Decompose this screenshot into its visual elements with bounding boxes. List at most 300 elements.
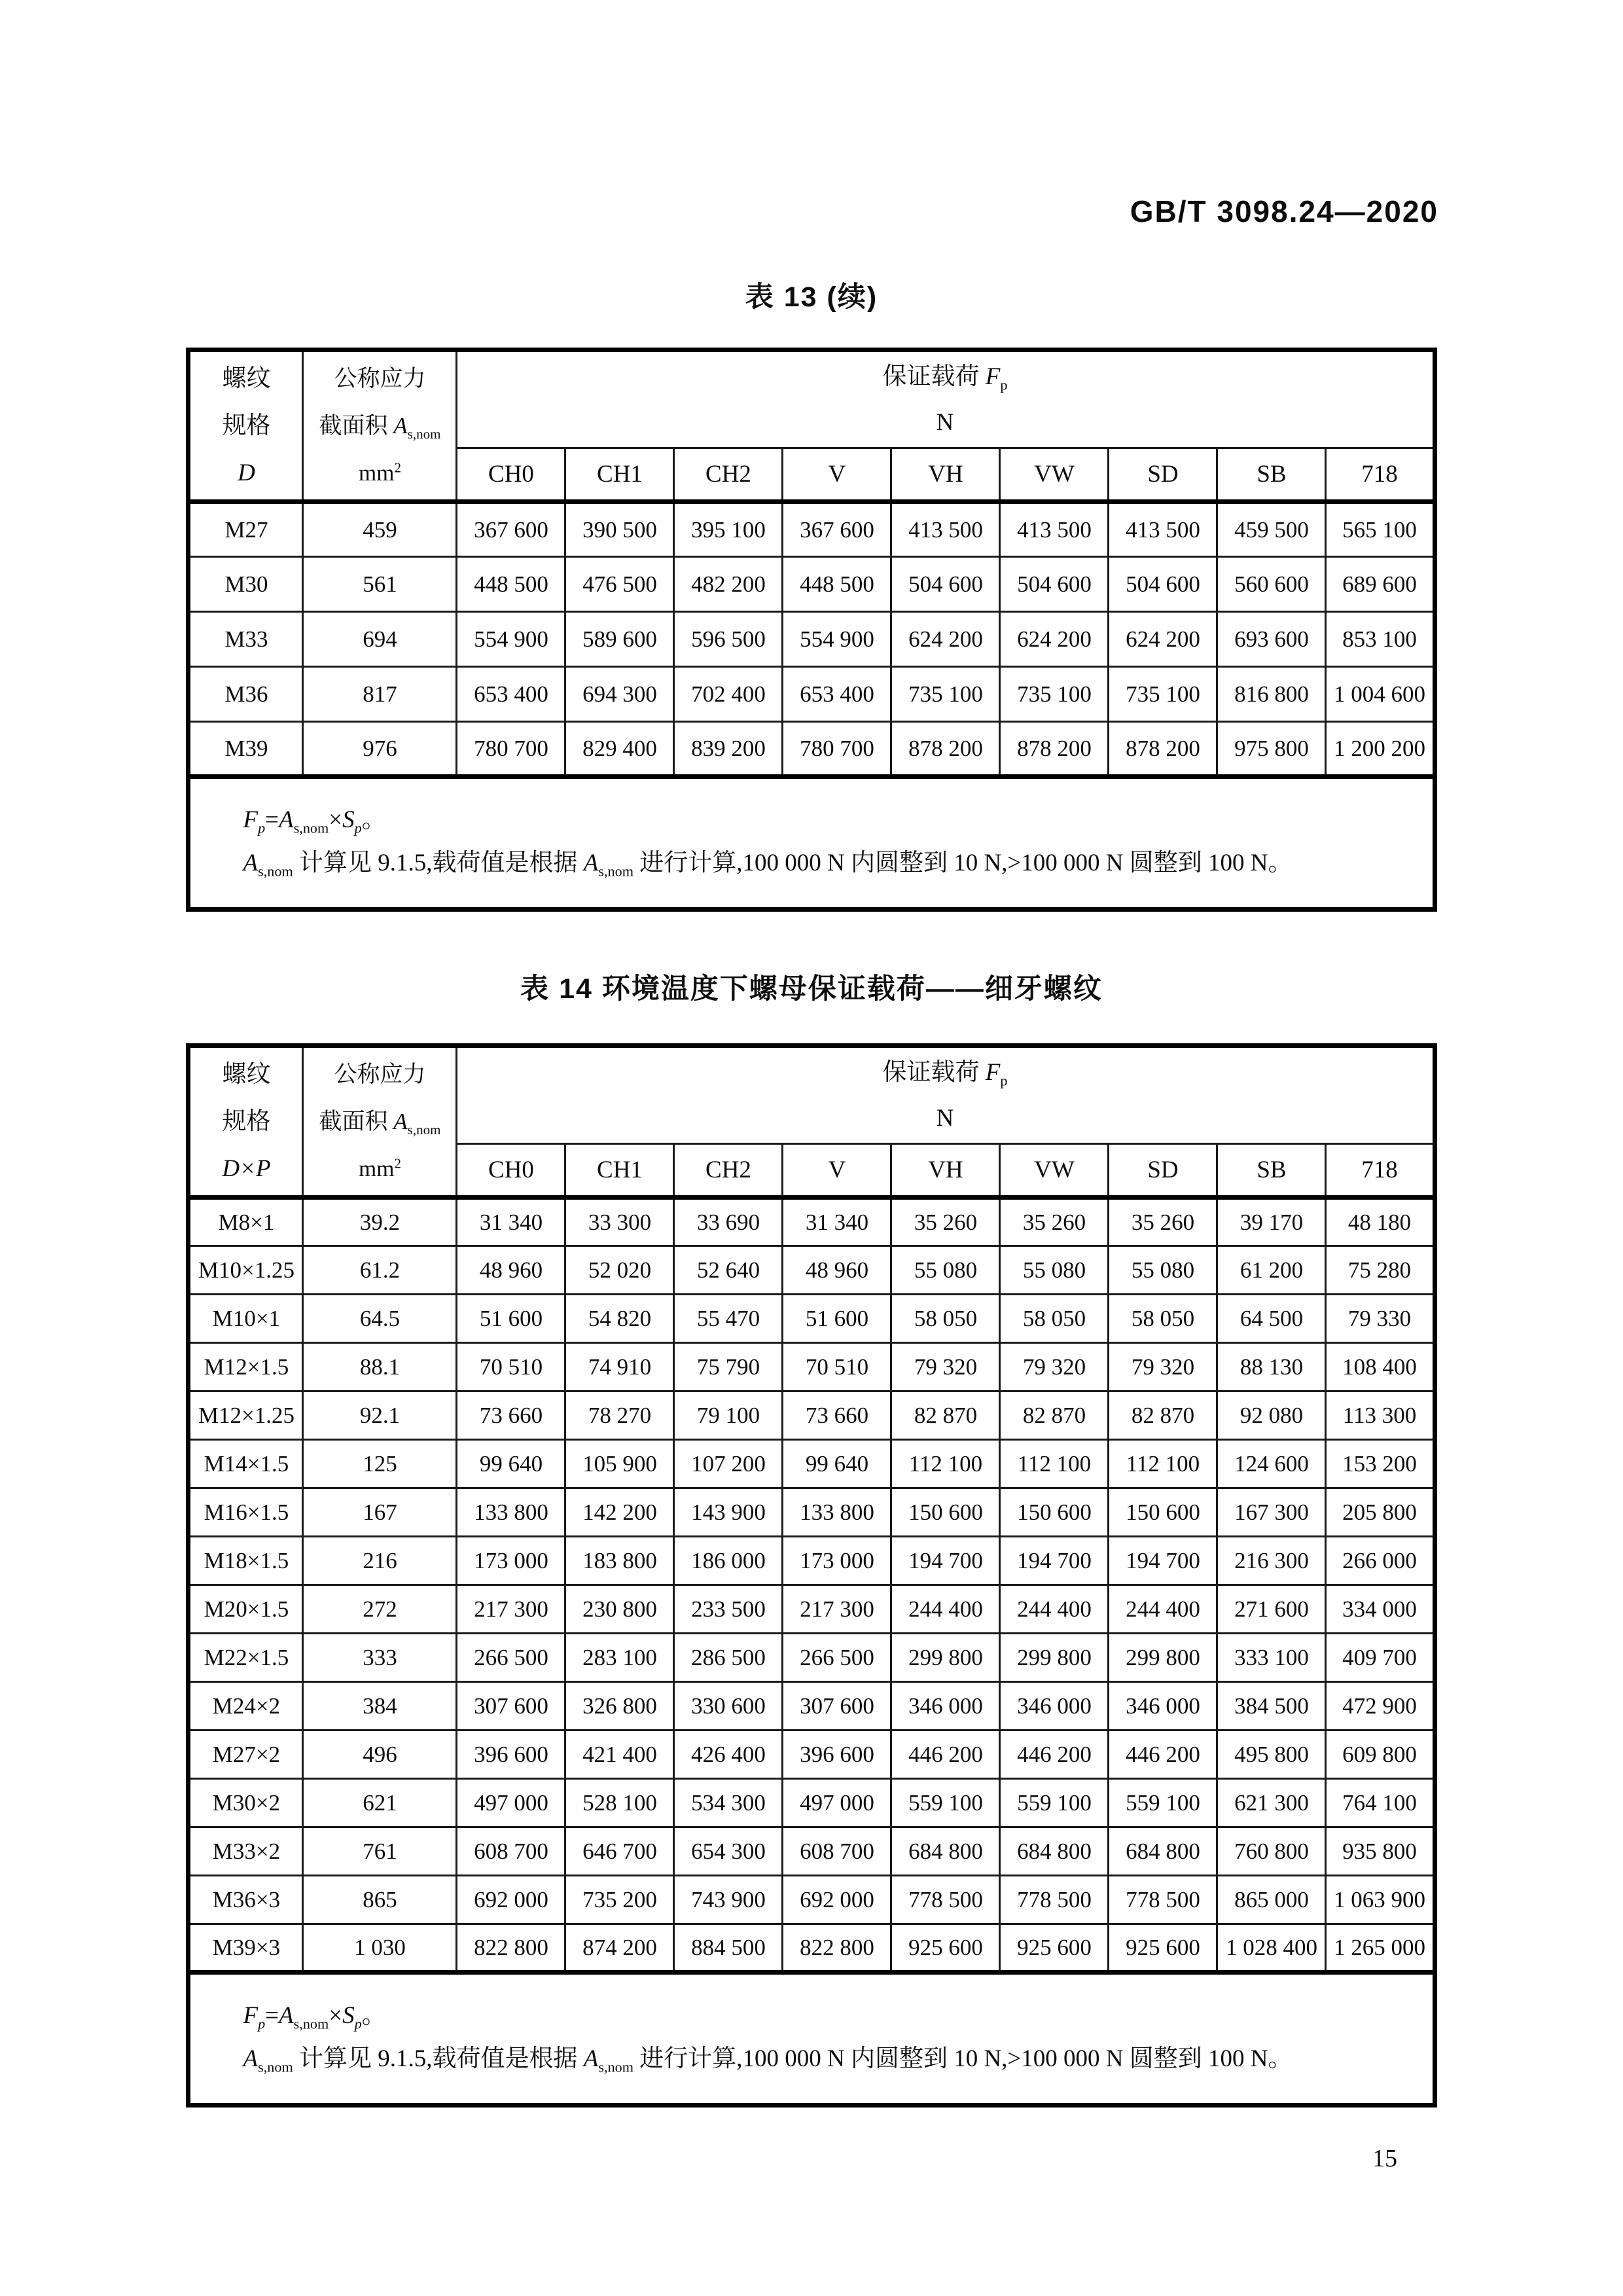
subcol-header-vw: VW	[1000, 448, 1109, 502]
table14-title: 表 14 环境温度下螺母保证载荷——细牙螺纹	[520, 973, 1103, 1005]
subcol-header-ch2: CH2	[674, 448, 783, 502]
value-cell: 33 690	[674, 1198, 783, 1246]
value-cell: 143 900	[674, 1488, 783, 1537]
value-cell: 653 400	[457, 667, 565, 722]
value-cell: 230 800	[565, 1585, 674, 1634]
subcol-header-sb: SB	[1217, 1144, 1326, 1198]
value-cell: 55 080	[1109, 1246, 1217, 1295]
value-cell: 504 600	[1000, 557, 1109, 612]
spec-cell: M39	[188, 722, 303, 777]
value-cell: 105 900	[565, 1440, 674, 1488]
value-cell: 48 960	[783, 1246, 891, 1295]
header-spec-symbol: D	[238, 459, 255, 486]
subcol-header-sd: SD	[1109, 448, 1217, 502]
table-row	[188, 722, 1435, 777]
value-cell: 448 500	[457, 557, 565, 612]
value-cell: 496	[303, 1731, 457, 1779]
table-row	[188, 1295, 1435, 1343]
value-cell: 48 180	[1326, 1198, 1435, 1246]
value-cell: 925 600	[1109, 1924, 1217, 1973]
value-cell: 448 500	[783, 557, 891, 612]
spec-cell: M36×3	[188, 1876, 303, 1924]
value-cell: 35 260	[1000, 1198, 1109, 1246]
table-row	[188, 1488, 1435, 1537]
value-cell: 307 600	[783, 1682, 891, 1731]
value-cell: 446 200	[1000, 1731, 1109, 1779]
subcol-header-sb: SB	[1217, 448, 1326, 502]
value-cell: 283 100	[565, 1634, 674, 1682]
subcol-header-vh: VH	[891, 1144, 1000, 1198]
value-cell: 153 200	[1326, 1440, 1435, 1488]
value-cell: 497 000	[457, 1779, 565, 1827]
spec-cell: M30×2	[188, 1779, 303, 1827]
value-cell: 79 100	[674, 1391, 783, 1440]
spec-cell: M27×2	[188, 1731, 303, 1779]
value-cell: 73 660	[783, 1391, 891, 1440]
value-cell: 39 170	[1217, 1198, 1326, 1246]
table-row	[188, 1827, 1435, 1876]
value-cell: 560 600	[1217, 557, 1326, 612]
table-row	[188, 1731, 1435, 1779]
value-cell: 684 800	[891, 1827, 1000, 1876]
doc-code: GB/T 3098.24—2020	[1130, 194, 1438, 228]
value-cell: 780 700	[783, 722, 891, 777]
header-spec-line2: 规格	[222, 1107, 271, 1135]
value-cell: 865	[303, 1876, 457, 1924]
value-cell: 692 000	[783, 1876, 891, 1924]
subcol-header-v: V	[783, 1144, 891, 1198]
header-area-line2: 截面积 $A_{s,nom}$	[319, 1108, 441, 1138]
value-cell: 64.5	[303, 1295, 457, 1343]
value-cell: 74 910	[565, 1343, 674, 1391]
table14-footnote	[188, 1973, 1435, 2106]
value-cell: 684 800	[1000, 1827, 1109, 1876]
value-cell: 61.2	[303, 1246, 457, 1295]
value-cell: 935 800	[1326, 1827, 1435, 1876]
value-cell: 646 700	[565, 1827, 674, 1876]
value-cell: 35 260	[1109, 1198, 1217, 1246]
value-cell: 73 660	[457, 1391, 565, 1440]
value-cell: 497 000	[783, 1779, 891, 1827]
value-cell: 426 400	[674, 1731, 783, 1779]
spec-cell: M10×1.25	[188, 1246, 303, 1295]
value-cell: 173 000	[457, 1537, 565, 1585]
note-line: $A_{s,nom}$ 计算见 9.1.5,载荷值是根据 $A_{s,nom}$ 进行计算,100 000 N 内圆整到 10 N,>100 000 N 圆整到 100 N。	[243, 850, 1293, 880]
value-cell: 142 200	[565, 1488, 674, 1537]
value-cell: 653 400	[783, 667, 891, 722]
value-cell: 459 500	[1217, 502, 1326, 557]
spec-cell: M12×1.5	[188, 1343, 303, 1391]
value-cell: 33 300	[565, 1198, 674, 1246]
value-cell: 735 100	[1000, 667, 1109, 722]
value-cell: 70 510	[783, 1343, 891, 1391]
value-cell: 654 300	[674, 1827, 783, 1876]
value-cell: 307 600	[457, 1682, 565, 1731]
header-area-line1: 公称应力	[334, 365, 426, 391]
table-row	[188, 1537, 1435, 1585]
value-cell: 689 600	[1326, 557, 1435, 612]
value-cell: 528 100	[565, 1779, 674, 1827]
value-cell: 330 600	[674, 1682, 783, 1731]
table-row	[188, 667, 1435, 722]
value-cell: 299 800	[1000, 1634, 1109, 1682]
value-cell: 216	[303, 1537, 457, 1585]
table-row	[188, 1440, 1435, 1488]
value-cell: 112 100	[891, 1440, 1000, 1488]
value-cell: 82 870	[1109, 1391, 1217, 1440]
value-cell: 413 500	[1109, 502, 1217, 557]
value-cell: 346 000	[1000, 1682, 1109, 1731]
value-cell: 384 500	[1217, 1682, 1326, 1731]
value-cell: 173 000	[783, 1537, 891, 1585]
value-cell: 534 300	[674, 1779, 783, 1827]
value-cell: 367 600	[783, 502, 891, 557]
value-cell: 52 640	[674, 1246, 783, 1295]
value-cell: 925 600	[891, 1924, 1000, 1973]
value-cell: 760 800	[1217, 1827, 1326, 1876]
value-cell: 150 600	[1000, 1488, 1109, 1537]
value-cell: 55 080	[891, 1246, 1000, 1295]
table-row	[188, 1634, 1435, 1682]
value-cell: 624 200	[1000, 612, 1109, 667]
value-cell: 976	[303, 722, 457, 777]
value-cell: 396 600	[457, 1731, 565, 1779]
value-cell: 244 400	[1109, 1585, 1217, 1634]
value-cell: 64 500	[1217, 1295, 1326, 1343]
formula-line: $F_p=A_{s,nom}\times S_p$。	[243, 806, 386, 836]
value-cell: 286 500	[674, 1634, 783, 1682]
spec-cell: M27	[188, 502, 303, 557]
value-cell: 692 000	[457, 1876, 565, 1924]
value-cell: 884 500	[674, 1924, 783, 1973]
value-cell: 271 600	[1217, 1585, 1326, 1634]
value-cell: 413 500	[1000, 502, 1109, 557]
value-cell: 495 800	[1217, 1731, 1326, 1779]
header-spec-symbol: D×P	[222, 1155, 271, 1182]
value-cell: 874 200	[565, 1924, 674, 1973]
table14-header	[188, 1046, 1435, 1198]
value-cell: 35 260	[891, 1198, 1000, 1246]
value-cell: 52 020	[565, 1246, 674, 1295]
value-cell: 61 200	[1217, 1246, 1326, 1295]
value-cell: 565 100	[1326, 502, 1435, 557]
header-cell-spec	[188, 350, 303, 502]
value-cell: 133 800	[783, 1488, 891, 1537]
subcol-header-vw: VW	[1000, 1144, 1109, 1198]
value-cell: 702 400	[674, 667, 783, 722]
value-cell: 817	[303, 667, 457, 722]
value-cell: 1 063 900	[1326, 1876, 1435, 1924]
value-cell: 333 100	[1217, 1634, 1326, 1682]
value-cell: 409 700	[1326, 1634, 1435, 1682]
value-cell: 624 200	[891, 612, 1000, 667]
value-cell: 88.1	[303, 1343, 457, 1391]
value-cell: 608 700	[457, 1827, 565, 1876]
value-cell: 125	[303, 1440, 457, 1488]
value-cell: 51 600	[457, 1295, 565, 1343]
value-cell: 778 500	[1109, 1876, 1217, 1924]
value-cell: 272	[303, 1585, 457, 1634]
value-cell: 684 800	[1109, 1827, 1217, 1876]
value-cell: 217 300	[783, 1585, 891, 1634]
table-row	[188, 1924, 1435, 1973]
value-cell: 58 050	[1109, 1295, 1217, 1343]
value-cell: 333	[303, 1634, 457, 1682]
value-cell: 735 200	[565, 1876, 674, 1924]
header-spec-line2: 规格	[222, 412, 271, 439]
value-cell: 39.2	[303, 1198, 457, 1246]
value-cell: 112 100	[1109, 1440, 1217, 1488]
value-cell: 559 100	[891, 1779, 1000, 1827]
table14-body	[188, 1198, 1435, 1973]
value-cell: 589 600	[565, 612, 674, 667]
table-row	[188, 1682, 1435, 1731]
value-cell: 761	[303, 1827, 457, 1876]
subcol-header-v: V	[783, 448, 891, 502]
value-cell: 51 600	[783, 1295, 891, 1343]
value-cell: 167 300	[1217, 1488, 1326, 1537]
value-cell: 150 600	[891, 1488, 1000, 1537]
value-cell: 816 800	[1217, 667, 1326, 722]
value-cell: 482 200	[674, 557, 783, 612]
subcol-header-718: 718	[1326, 1144, 1435, 1198]
spec-cell: M14×1.5	[188, 1440, 303, 1488]
value-cell: 194 700	[891, 1537, 1000, 1585]
subcol-header-ch0: CH0	[457, 1144, 565, 1198]
value-cell: 1 265 000	[1326, 1924, 1435, 1973]
value-cell: 624 200	[1109, 612, 1217, 667]
value-cell: 150 600	[1109, 1488, 1217, 1537]
value-cell: 735 100	[891, 667, 1000, 722]
value-cell: 183 800	[565, 1537, 674, 1585]
header-cell-proof-load-group	[457, 1046, 1435, 1144]
value-cell: 1 030	[303, 1924, 457, 1973]
value-cell: 878 200	[1000, 722, 1109, 777]
value-cell: 346 000	[891, 1682, 1000, 1731]
header-area-line1: 公称应力	[334, 1061, 426, 1087]
value-cell: 621 300	[1217, 1779, 1326, 1827]
value-cell: 554 900	[457, 612, 565, 667]
note-line: $A_{s,nom}$ 计算见 9.1.5,载荷值是根据 $A_{s,nom}$ 进行计算,100 000 N 内圆整到 10 N,>100 000 N 圆整到 100 N。	[243, 2045, 1293, 2075]
value-cell: 92.1	[303, 1391, 457, 1440]
value-cell: 31 340	[457, 1198, 565, 1246]
value-cell: 504 600	[1109, 557, 1217, 612]
value-cell: 266 500	[783, 1634, 891, 1682]
value-cell: 99 640	[783, 1440, 891, 1488]
subcol-header-ch1: CH1	[565, 448, 674, 502]
spec-cell: M39×3	[188, 1924, 303, 1973]
value-cell: 459	[303, 502, 457, 557]
value-cell: 54 820	[565, 1295, 674, 1343]
value-cell: 124 600	[1217, 1440, 1326, 1488]
value-cell: 1 200 200	[1326, 722, 1435, 777]
table13-footnote	[188, 777, 1435, 910]
value-cell: 395 100	[674, 502, 783, 557]
table-row	[188, 1779, 1435, 1827]
value-cell: 70 510	[457, 1343, 565, 1391]
spec-cell: M22×1.5	[188, 1634, 303, 1682]
table-row	[188, 1585, 1435, 1634]
value-cell: 609 800	[1326, 1731, 1435, 1779]
value-cell: 186 000	[674, 1537, 783, 1585]
group-unit: N	[936, 1104, 954, 1132]
value-cell: 233 500	[674, 1585, 783, 1634]
value-cell: 244 400	[891, 1585, 1000, 1634]
value-cell: 133 800	[457, 1488, 565, 1537]
value-cell: 55 080	[1000, 1246, 1109, 1295]
value-cell: 79 320	[1000, 1343, 1109, 1391]
value-cell: 99 640	[457, 1440, 565, 1488]
value-cell: 244 400	[1000, 1585, 1109, 1634]
value-cell: 596 500	[674, 612, 783, 667]
value-cell: 925 600	[1000, 1924, 1109, 1973]
value-cell: 299 800	[1109, 1634, 1217, 1682]
spec-cell: M30	[188, 557, 303, 612]
value-cell: 822 800	[457, 1924, 565, 1973]
value-cell: 421 400	[565, 1731, 674, 1779]
value-cell: 31 340	[783, 1198, 891, 1246]
value-cell: 504 600	[891, 557, 1000, 612]
table13-title: 表 13 (续)	[745, 281, 878, 313]
value-cell: 778 500	[1000, 1876, 1109, 1924]
value-cell: 217 300	[457, 1585, 565, 1634]
subcol-header-ch1: CH1	[565, 1144, 674, 1198]
value-cell: 778 500	[891, 1876, 1000, 1924]
value-cell: 299 800	[891, 1634, 1000, 1682]
value-cell: 194 700	[1109, 1537, 1217, 1585]
value-cell: 476 500	[565, 557, 674, 612]
value-cell: 608 700	[783, 1827, 891, 1876]
value-cell: 390 500	[565, 502, 674, 557]
value-cell: 384	[303, 1682, 457, 1731]
table-row	[188, 557, 1435, 612]
value-cell: 78 270	[565, 1391, 674, 1440]
spec-cell: M24×2	[188, 1682, 303, 1731]
value-cell: 107 200	[674, 1440, 783, 1488]
spec-cell: M33×2	[188, 1827, 303, 1876]
value-cell: 334 000	[1326, 1585, 1435, 1634]
value-cell: 79 320	[891, 1343, 1000, 1391]
value-cell: 822 800	[783, 1924, 891, 1973]
value-cell: 559 100	[1109, 1779, 1217, 1827]
value-cell: 48 960	[457, 1246, 565, 1295]
value-cell: 266 000	[1326, 1537, 1435, 1585]
group-label: 保证载荷 $F_p$	[882, 1058, 1008, 1088]
value-cell: 878 200	[891, 722, 1000, 777]
header-cell-proof-load-group	[457, 350, 1435, 448]
page-number: 15	[1372, 2145, 1397, 2172]
header-area-unit: $mm^2$	[358, 1155, 401, 1181]
value-cell: 58 050	[891, 1295, 1000, 1343]
value-cell: 75 790	[674, 1343, 783, 1391]
spec-cell: M12×1.25	[188, 1391, 303, 1440]
value-cell: 865 000	[1217, 1876, 1326, 1924]
value-cell: 764 100	[1326, 1779, 1435, 1827]
value-cell: 743 900	[674, 1876, 783, 1924]
value-cell: 1 004 600	[1326, 667, 1435, 722]
value-cell: 396 600	[783, 1731, 891, 1779]
header-area-unit: $mm^2$	[358, 459, 401, 486]
table13	[186, 348, 1436, 912]
value-cell: 975 800	[1217, 722, 1326, 777]
table-row	[188, 1246, 1435, 1295]
value-cell: 205 800	[1326, 1488, 1435, 1537]
spec-cell: M10×1	[188, 1295, 303, 1343]
value-cell: 735 100	[1109, 667, 1217, 722]
value-cell: 853 100	[1326, 612, 1435, 667]
value-cell: 621	[303, 1779, 457, 1827]
group-label: 保证载荷 $F_p$	[882, 363, 1008, 393]
group-unit: N	[936, 408, 954, 436]
table13-header	[188, 350, 1435, 502]
spec-cell: M18×1.5	[188, 1537, 303, 1585]
subcol-header-ch2: CH2	[674, 1144, 783, 1198]
header-spec-line1: 螺纹	[222, 365, 271, 392]
header-area-line2: 截面积 $A_{s,nom}$	[319, 412, 441, 442]
value-cell: 167	[303, 1488, 457, 1537]
value-cell: 108 400	[1326, 1343, 1435, 1391]
value-cell: 367 600	[457, 502, 565, 557]
value-cell: 829 400	[565, 722, 674, 777]
header-spec-line1: 螺纹	[222, 1060, 271, 1088]
value-cell: 694 300	[565, 667, 674, 722]
value-cell: 92 080	[1217, 1391, 1326, 1440]
table-row	[188, 1391, 1435, 1440]
table-row	[188, 1198, 1435, 1246]
value-cell: 266 500	[457, 1634, 565, 1682]
spec-cell: M8×1	[188, 1198, 303, 1246]
value-cell: 561	[303, 557, 457, 612]
spec-cell: M16×1.5	[188, 1488, 303, 1537]
value-cell: 58 050	[1000, 1295, 1109, 1343]
value-cell: 446 200	[891, 1731, 1000, 1779]
value-cell: 194 700	[1000, 1537, 1109, 1585]
value-cell: 559 100	[1000, 1779, 1109, 1827]
value-cell: 694	[303, 612, 457, 667]
value-cell: 55 470	[674, 1295, 783, 1343]
value-cell: 88 130	[1217, 1343, 1326, 1391]
subcol-header-vh: VH	[891, 448, 1000, 502]
value-cell: 79 320	[1109, 1343, 1217, 1391]
subcol-header-sd: SD	[1109, 1144, 1217, 1198]
value-cell: 346 000	[1109, 1682, 1217, 1731]
value-cell: 326 800	[565, 1682, 674, 1731]
table-row	[188, 502, 1435, 557]
value-cell: 839 200	[674, 722, 783, 777]
header-cell-area	[303, 1046, 457, 1198]
value-cell: 82 870	[1000, 1391, 1109, 1440]
table14	[186, 1043, 1436, 2108]
table-row	[188, 1343, 1435, 1391]
spec-cell: M33	[188, 612, 303, 667]
value-cell: 693 600	[1217, 612, 1326, 667]
value-cell: 554 900	[783, 612, 891, 667]
value-cell: 113 300	[1326, 1391, 1435, 1440]
table13-body	[188, 502, 1435, 777]
table-row	[188, 1876, 1435, 1924]
value-cell: 780 700	[457, 722, 565, 777]
subcol-header-ch0: CH0	[457, 448, 565, 502]
value-cell: 216 300	[1217, 1537, 1326, 1585]
header-cell-area	[303, 350, 457, 502]
formula-line: $F_p=A_{s,nom}\times S_p$。	[243, 2002, 386, 2032]
value-cell: 75 280	[1326, 1246, 1435, 1295]
table-row	[188, 612, 1435, 667]
spec-cell: M36	[188, 667, 303, 722]
value-cell: 1 028 400	[1217, 1924, 1326, 1973]
value-cell: 413 500	[891, 502, 1000, 557]
spec-cell: M20×1.5	[188, 1585, 303, 1634]
